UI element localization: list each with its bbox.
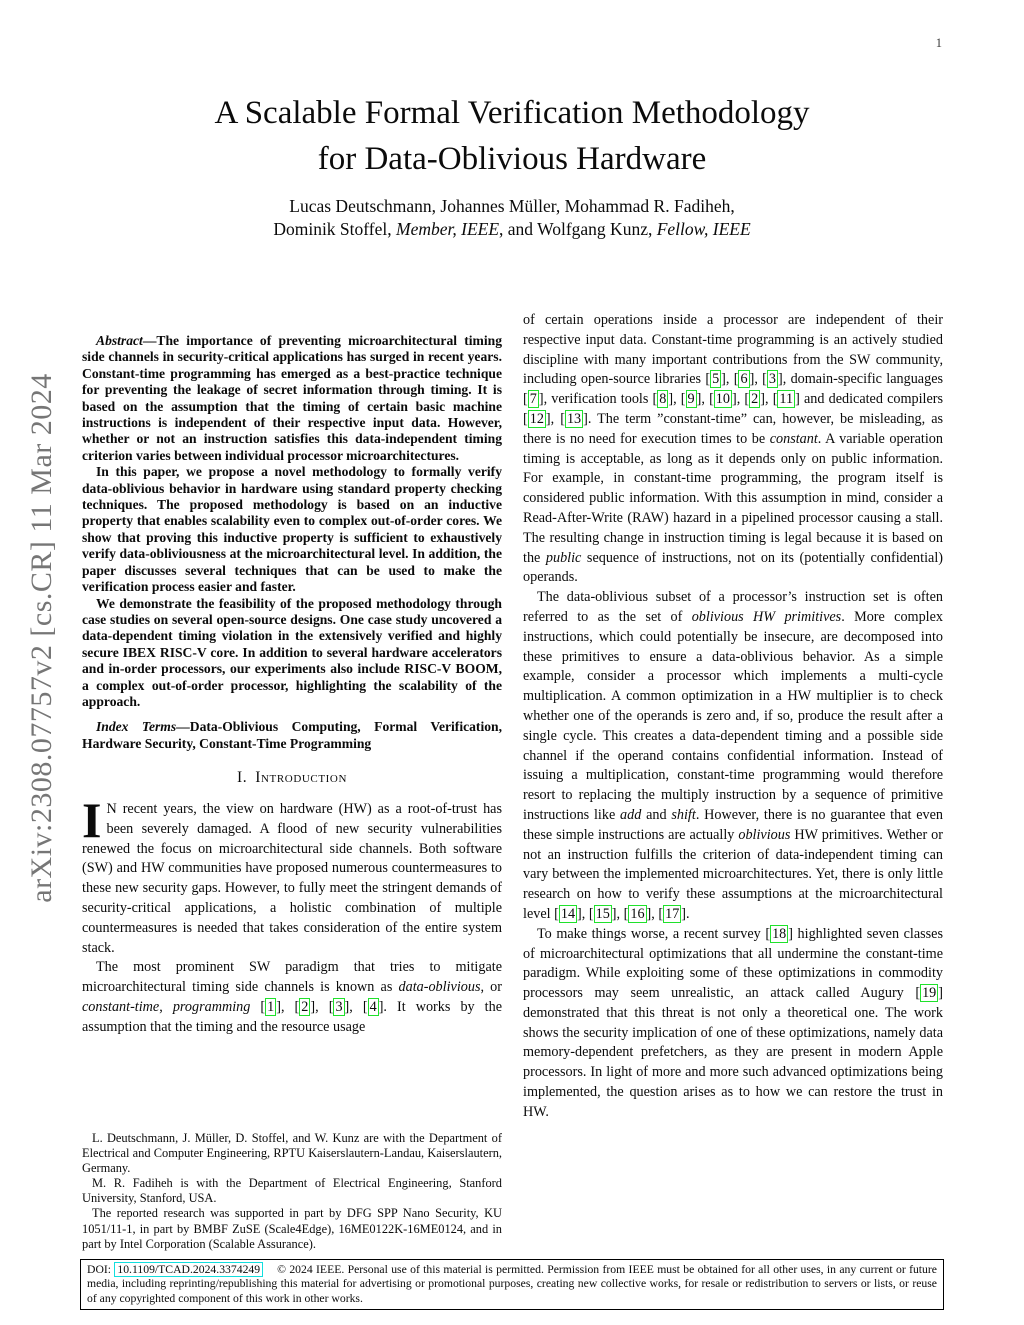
text-run: data-oblivious xyxy=(398,979,481,996)
text-run: , and Wolfgang Kunz, xyxy=(499,219,657,239)
text-run: —The importance of preventing microarchitectural timing side channels in security-critical applications has surged in recent years. Constant-time programming has emerged as a best-practice technique for preventing the leakage of secret information through timing. It is based on the assumption that the timing of certain basic machine instructions is independent of their respective input data. However, whether or not an instruction satisfies this data-independent timing criterion varies between individual processor microarchitectures. xyxy=(82,333,502,463)
footnote-1: L. Deutschmann, J. Müller, D. Stoffel, and W. Kunz are with the Department of Electrical and Computer Engineering, RPTU Kaiserslautern-Landau, Kaiserslautern, Germany. xyxy=(82,1131,502,1176)
citation-link[interactable]: 13 xyxy=(566,410,582,427)
citation-link[interactable]: 3 xyxy=(768,371,776,388)
body-paragraph-2: The data-oblivious subset of a processor’s instruction set is often referred to as the set of oblivious HW primitives. More complex instructions, which could potentially be insecure, are decomposed into these primitives to ensure a data-oblivious behavior. As a simple example, consider a processor which implements a multi-cycle multiplication. A common optimization in a HW multiplier is to check whether one of the operands is zero and, if so, produce the result after a single cycle. This creates a data-dependent timing and a possible side channel if the operand contains confidential information. Instead of issuing a multiplication, constant-time programming would therefore resort to replacing the multiply instruction by a sequence of primitive instructions like add and shift. However, there is no guarantee that even these simple instructions are actually oblivious HW primitives. Wether or not an instruction fulfills the criterion of data-independent timing can vary between the implemented microarchitectures. Yet, there is only little research on how to verify these assumptions at the microarchitectural level [ 14 ], [ 15 ], [ 16 ], [ 17 ]. xyxy=(523,589,944,922)
text-run: DOI: xyxy=(87,1263,115,1276)
paper-header xyxy=(0,90,1024,241)
text-run: To make things worse, a recent survey xyxy=(537,925,766,942)
abstract-paragraph-3 xyxy=(82,596,502,711)
citation-link[interactable]: 7 xyxy=(529,391,537,408)
citation-link[interactable]: 11 xyxy=(779,391,794,408)
citation-link[interactable]: 18 xyxy=(772,925,787,942)
text-run: , xyxy=(764,391,773,408)
text-run: Fellow, IEEE xyxy=(656,219,751,239)
text-run: shift xyxy=(671,806,696,823)
text-run: © 2024 IEEE. Personal use of this material is permitted. Permission from IEEE must be obtained for all other uses, in any current or future media, including reprinting/republishing this material for advertising or promotional purposes, creating new collective works, for resale or redistribution to servers or lists, or reuse of any copyrighted component of this work in other works. xyxy=(87,1263,937,1305)
text-run: Abstract xyxy=(96,333,143,348)
abstract-paragraph-1 xyxy=(82,333,502,464)
text-run: , xyxy=(725,371,734,388)
intro-paragraph-2: The most prominent SW paradigm that tries to mitigate microarchitectural timing side channels is known as data-oblivious, or constant-time, programming [ 1 ], [ 2 ], [ 3 ], [ 4 ]. It works by the assumption that the timing and the resource usage xyxy=(82,959,503,1035)
citation-link[interactable]: 4 xyxy=(369,998,377,1015)
citation-link[interactable]: 6 xyxy=(740,371,748,388)
text-run: . A variable operation timing is acceptable, as long as it depends only on public information. For example, in constant-time programming, the program itself is considered public information. With this assumption in mind, consider a Read-After-Write (RAW) hazard in a pipelined processor causing a stall. The resulting change in instruction timing is legal because it is based on the xyxy=(523,430,943,566)
text-run: oblivious HW primitives xyxy=(691,608,842,625)
text-run: programming xyxy=(172,998,251,1015)
citation-link[interactable]: 17 xyxy=(665,905,680,922)
text-run: , xyxy=(651,905,659,922)
left-column xyxy=(82,333,502,1038)
text-run: Dominik Stoffel, xyxy=(273,219,396,239)
text-run: , xyxy=(673,391,681,408)
page-number: 1 xyxy=(935,36,942,50)
text-run: Member, IEEE xyxy=(396,219,500,239)
intro-dropcap: I xyxy=(82,791,102,848)
text-run: of certain operations inside a processor are independent of their respective input data. Constant-time programming is an actively studied discipline with many important contributions from the SW community, including open-source libraries xyxy=(523,312,943,388)
author-block xyxy=(0,195,1024,241)
text-run: , verification tools xyxy=(543,391,653,408)
text-run: , xyxy=(616,905,624,922)
paper-title xyxy=(0,90,1024,182)
authors-line-1: Lucas Deutschmann, Johannes Müller, Mohammad R. Fadiheh, xyxy=(289,196,735,216)
text-run: . More complex instructions, which could potentially be insecure, are decomposed into these primitives to ensure a data-oblivious behavior. As a simple example, consider a processor which implements a multi-cycle multiplication. A common optimization in a HW multiplier is to check whether one of the operands is zero and, if so, produce the result after a single cycle. This creates a data-dependent timing and a possible side channel if the operand contains confidential information. Instead of issuing a multiplication, constant-time programming would therefore resort to replacing the multiply instruction by a sequence of primitive instructions like xyxy=(523,608,944,823)
right-column xyxy=(523,311,943,1123)
text-run: . It works by the assumption that the timing and the resource usage xyxy=(82,998,503,1035)
text-run: sequence of instructions, not on its (potentially confidential) operands. xyxy=(523,549,943,586)
title-line-1: A Scalable Formal Verification Methodology xyxy=(214,95,810,131)
text-run: highlighted seven classes of microarchitectural optimizations that all undermine the constant-time paradigm. While exploiting some of these optimizations in commodity processors may seem unrealistic, an attack called Augury xyxy=(523,925,943,1002)
arxiv-stamp: arXiv:2308.07757v2 [cs.CR] 11 Mar 2024 xyxy=(25,373,58,903)
text-run xyxy=(250,999,260,1015)
text-run: , domain-specific languages xyxy=(782,371,944,388)
text-run: add xyxy=(620,806,642,823)
text-run: , or xyxy=(480,979,503,996)
text-run: and dedicated compilers xyxy=(799,391,944,408)
text-run: N recent years, the view on hardware (HW) as a root-of-trust has been severely damaged. A flood of new security vulnerabilities renewed the focus on microarchitectural side channels. Both software (SW) and HW communities have proposed numerous countermeasures to these new security gaps. However, to fully meet the stringent demands of security-critical applications, a holistic combination of multiple countermeasures is needed that takes consideration of the entire system stack. xyxy=(82,800,502,956)
text-run: , xyxy=(315,998,329,1015)
abstract-paragraph-2 xyxy=(82,464,502,595)
citation-link[interactable]: 15 xyxy=(595,905,610,922)
text-run: The most prominent SW paradigm that tries to mitigate microarchitectural timing side channels is known as xyxy=(82,959,502,996)
text-run: , xyxy=(754,371,763,388)
text-run: demonstrated that this threat is not only a theoretical one. The work shows the security implication of one of these optimizations, namely data memory-dependent prefetchers, as they are present in modern Apple processors. In light of more and more such advanced optimizations being implemented, the question arises as to how we can restore the trust in HW. xyxy=(523,1004,943,1120)
citation-link[interactable]: 3 xyxy=(335,998,343,1015)
doi-link[interactable]: 10.1109/TCAD.2024.3374249 xyxy=(114,1262,263,1277)
text-run: , xyxy=(701,391,710,408)
text-run: We demonstrate the feasibility of the proposed methodology through case studies on several open-source designs. One case study uncovered a data-dependent timing violation in the extensively verified and highly secure IBEX RISC-V core. In addition to several hardware accelerators and in-order processors, our experiments also include RISC-V BOOM, a complex out-of-order processor, highlighting the scalability of the approach. xyxy=(82,595,502,709)
citation-link[interactable]: 16 xyxy=(630,905,645,922)
copyright-box xyxy=(80,1259,944,1310)
authors-line-2 xyxy=(0,218,1024,241)
author-footnotes xyxy=(82,1131,502,1252)
text-run: . The term ”constant-time” can, however, be misleading, as there is no need for execution times to be xyxy=(523,410,944,447)
citation-link[interactable]: 2 xyxy=(301,998,309,1015)
citation-link[interactable]: 19 xyxy=(922,985,937,1002)
citation-link[interactable]: 1 xyxy=(267,998,275,1015)
citation-link[interactable]: 12 xyxy=(529,410,544,427)
text-run: , xyxy=(159,998,173,1015)
text-run: In this paper, we propose a novel methodology to formally verify data-oblivious behavior in hardware using standard property checking techniques. The proposed methodology is based on an inductive property that enables scalability even to complex out-of-order cores. We show that proving this inductive property is sufficient to exhaustively verify data-obliviousness at the microarchitectural level. In addition, the paper discusses several techniques that can be used to make the verification process easier and faster. xyxy=(82,464,502,595)
text-run: —Data-Oblivious Computing, Formal Verification, Hardware Security, Constant-Time Programming xyxy=(82,719,502,751)
heading-number: I. xyxy=(236,769,248,787)
text-run: , xyxy=(349,998,363,1015)
footnote-2: M. R. Fadiheh is with the Department of Electrical Engineering, Stanford University, Stanford, USA. xyxy=(82,1176,502,1206)
citation-link[interactable]: 8 xyxy=(659,391,667,408)
intro-paragraph-1-text xyxy=(82,791,502,956)
text-run: . xyxy=(686,905,690,922)
title-line-2: for Data-Oblivious Hardware xyxy=(317,141,707,177)
citation-link[interactable]: 9 xyxy=(687,391,695,408)
text-run: , xyxy=(550,410,561,427)
text-run: , xyxy=(581,905,589,922)
index-terms xyxy=(82,719,502,752)
heading-title: Introduction xyxy=(255,769,348,787)
text-run: constant xyxy=(769,430,818,447)
citation-link[interactable]: 5 xyxy=(712,371,720,388)
text-run: , xyxy=(280,998,295,1015)
text-run: , xyxy=(736,391,745,408)
text-run: constant-time xyxy=(82,998,160,1015)
citation-link[interactable]: 14 xyxy=(560,905,576,922)
text-run: and xyxy=(641,806,672,823)
section-heading-introduction xyxy=(82,768,502,788)
text-run: Index Terms xyxy=(96,719,177,735)
text-run: HW primitives. Wether or not an instruction fulfills the criterion of data-independent timing can vary between the implemented microarchitectures. Yet, there is only little research on how to verify these assumptions at the microarchitectural level xyxy=(523,826,943,922)
text-run: public xyxy=(545,549,582,566)
text-run: The data-oblivious subset of a processor’s instruction set is often referred to as the set of xyxy=(523,589,943,625)
text-run: . However, there is no guarantee that even these simple instructions are actually xyxy=(523,806,943,843)
intro-paragraph-1 xyxy=(82,791,502,958)
footnote-3: The reported research was supported in part by DFG SPP Nano Security, KU 1051/11-1, in part by BMBF ZuSE (Scale4Edge), 16ME0122K-16ME0124, and in part by Intel Corporation (Scalable Assurance). xyxy=(82,1206,502,1251)
body-paragraph-1: of certain operations inside a processor are independent of their respective input data. Constant-time programming is an actively studied discipline with many important contributions from the SW community, including open-source libraries [ 5 ], [ 6 ], [ 3 ], domain-specific languages [ 7 ], verification tools [ 8 ], [ 9 ], [ 10 ], [ 2 ], [ 11 ] and dedicated compilers [ 12 ], [ 13 ]. The term ”constant-time” can, however, be misleading, as there is no need for execution times to be constant. A variable operation timing is acceptable, as long as it depends only on public information. For example, in constant-time programming, the program itself is considered public information. With this assumption in mind, consider a Read-After-Write (RAW) hazard in a pipelined processor causing a stall. The resulting change in instruction timing is legal because it is based on the public sequence of instructions, not on its (potentially confidential) operands. xyxy=(523,312,944,586)
body-paragraph-3: To make things worse, a recent survey [ 18 ] highlighted seven classes of microarchitectural optimizations that all undermine the constant-time paradigm. While exploiting some of these optimizations in commodity processors may seem unrealistic, an attack called Augury [ 19 ] demonstrated that this threat is not only a theoretical one. The work shows the security implication of one of these optimizations, namely data memory-dependent prefetchers, as they are present in modern Apple processors. In light of more and more such advanced optimizations being implemented, the question arises as to how we can restore the trust in HW. xyxy=(523,925,943,1120)
citation-link[interactable]: 10 xyxy=(715,391,730,408)
text-run: oblivious xyxy=(738,826,791,843)
citation-link[interactable]: 2 xyxy=(751,391,759,408)
